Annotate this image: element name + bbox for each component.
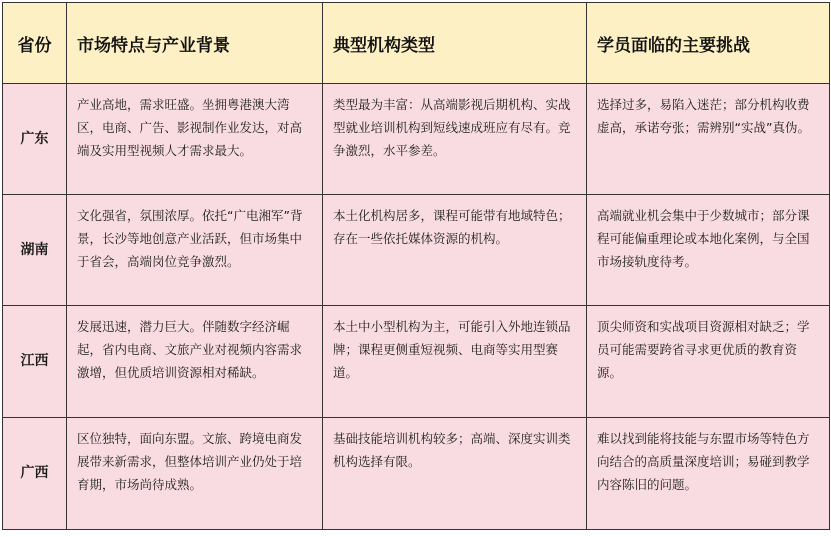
cell-challenge: 难以找到能将技能与东盟市场等特色方向结合的高质量深度培训；易碰到教学内容陈旧的问题。: [587, 418, 830, 530]
cell-province: 江西: [3, 306, 67, 418]
header-market: 市场特点与产业背景: [67, 3, 323, 84]
cell-province: 广东: [3, 84, 67, 195]
cell-market: 产业高地，需求旺盛。坐拥粤港澳大湾区，电商、广告、影视制作业发达，对高端及实用型视频人才需求最大。: [67, 84, 323, 195]
cell-institution: 类型最为丰富：从高端影视后期机构、实战型就业培训机构到短线速成班应有尽有。竞争激烈，水平参差。: [323, 84, 587, 195]
table-row: [3, 418, 830, 530]
cell-market: 区位独特，面向东盟。文旅、跨境电商发展带来新需求，但整体培训产业仍处于培育期，市场尚待成熟。: [67, 418, 323, 530]
cell-institution: 本土中小型机构为主，可能引入外地连锁品牌；课程更侧重短视频、电商等实用型赛道。: [323, 306, 587, 418]
header-challenge: 学员面临的主要挑战: [587, 3, 830, 84]
table-row: [3, 306, 830, 418]
cell-province: 湖南: [3, 195, 67, 306]
table-header-row: [3, 3, 830, 84]
header-institution: 典型机构类型: [323, 3, 587, 84]
cell-institution: 本土化机构居多，课程可能带有地域特色；存在一些依托媒体资源的机构。: [323, 195, 587, 306]
cell-province: 广西: [3, 418, 67, 530]
header-province: 省份: [3, 3, 67, 84]
cell-challenge: 高端就业机会集中于少数城市；部分课程可能偏重理论或本地化案例，与全国市场接轨度待考。: [587, 195, 830, 306]
table-row: [3, 84, 830, 195]
table-row: [3, 195, 830, 306]
cell-institution: 基础技能培训机构较多；高端、深度实训类机构选择有限。: [323, 418, 587, 530]
province-comparison-table: [2, 2, 830, 530]
cell-market: 文化强省，氛围浓厚。依托“广电湘军”背景，长沙等地创意产业活跃，但市场集中于省会，高端岗位竞争激烈。: [67, 195, 323, 306]
cell-challenge: 选择过多，易陷入迷茫；部分机构收费虚高，承诺夸张；需辨别“实战”真伪。: [587, 84, 830, 195]
cell-market: 发展迅速，潜力巨大。伴随数字经济崛起，省内电商、文旅产业对视频内容需求激增，但优质培训资源相对稀缺。: [67, 306, 323, 418]
cell-challenge: 顶尖师资和实战项目资源相对缺乏；学员可能需要跨省寻求更优质的教育资源。: [587, 306, 830, 418]
